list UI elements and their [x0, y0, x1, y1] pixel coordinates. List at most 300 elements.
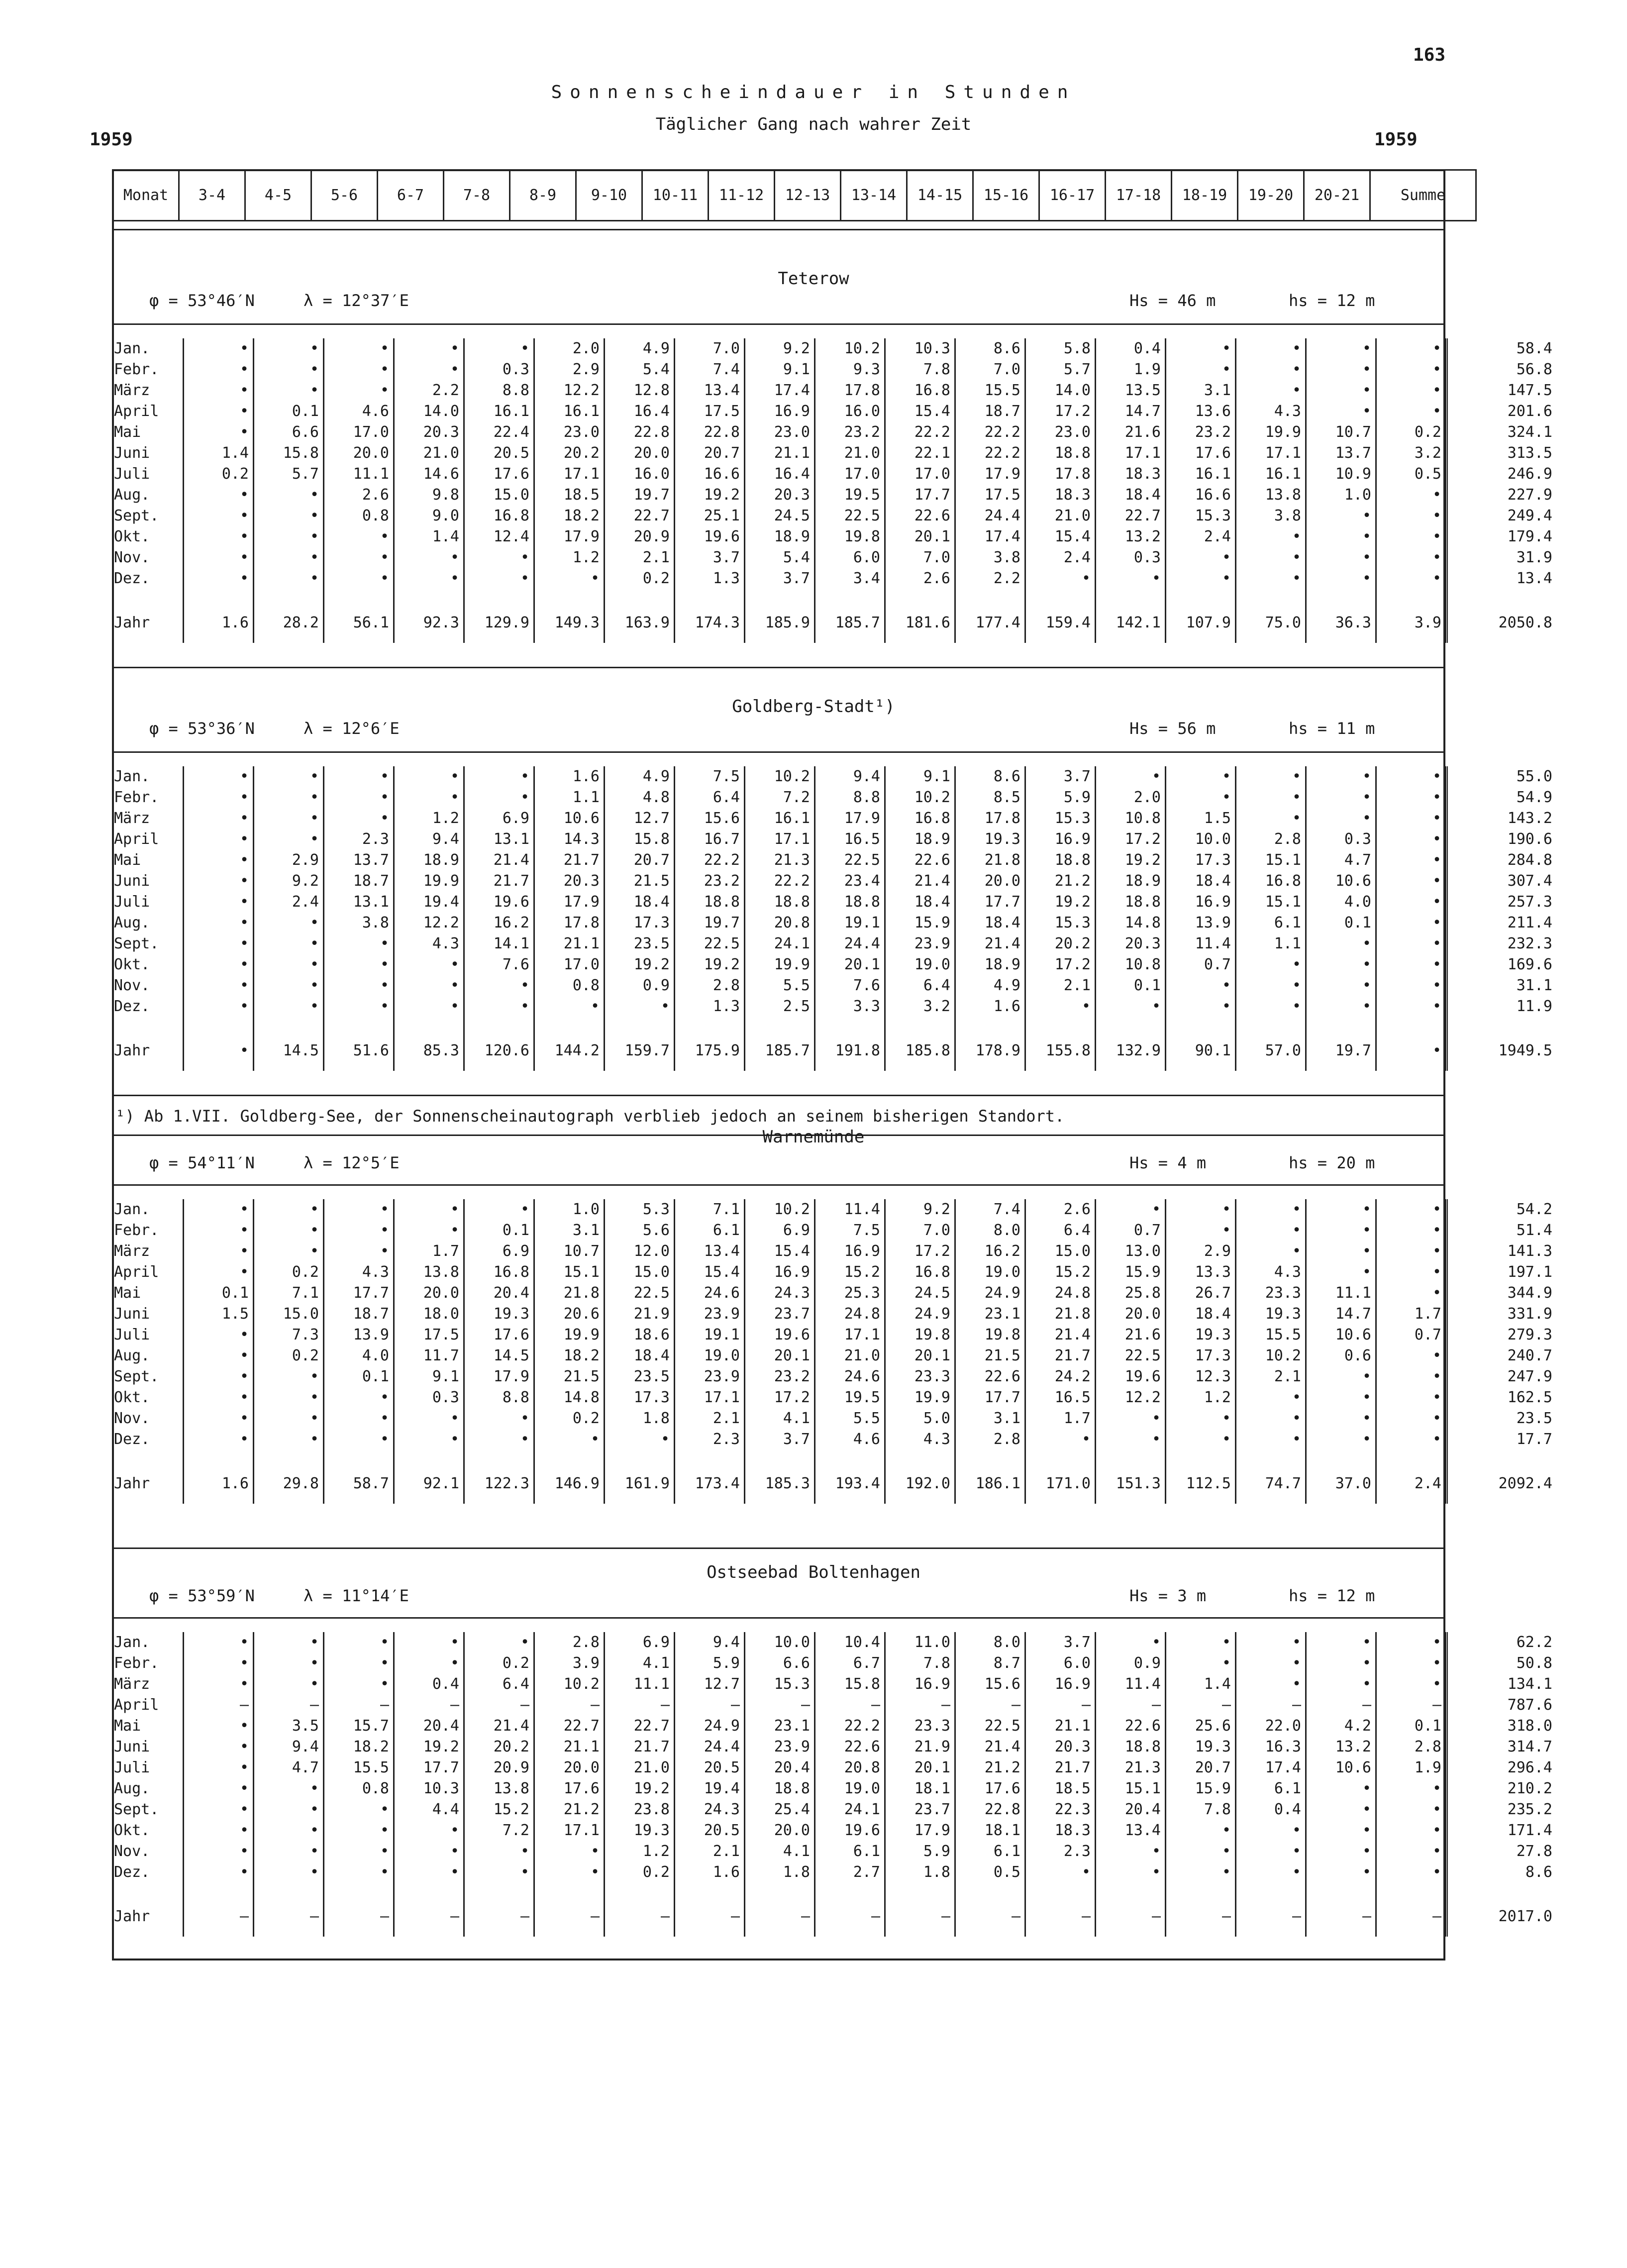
spacer-cell — [1306, 1883, 1376, 1897]
hour-cell: 15.4 — [675, 1262, 745, 1283]
hour-cell: • — [254, 913, 324, 933]
column-header-hour: 7-8 — [444, 170, 510, 221]
hour-cell: 18.4 — [1166, 871, 1236, 892]
hour-cell: • — [464, 1429, 534, 1450]
column-header-hour: 11-12 — [709, 170, 775, 221]
hour-cell: • — [1166, 338, 1236, 359]
hour-cell: • — [1166, 1199, 1236, 1220]
hour-cell: 2.8 — [955, 1429, 1025, 1450]
hour-cell: • — [464, 787, 534, 808]
hour-cell: 159.4 — [1025, 603, 1096, 643]
hour-cell: • — [184, 1841, 254, 1862]
hour-cell: • — [1376, 871, 1447, 892]
spacer-cell — [324, 589, 394, 603]
sum-cell: 169.6 — [1447, 954, 1557, 975]
hour-cell: 19.4 — [675, 1778, 745, 1799]
hour-cell: 0.8 — [324, 1778, 394, 1799]
hour-cell: 0.1 — [324, 1366, 394, 1387]
hour-cell: • — [464, 568, 534, 589]
hour-cell: • — [1166, 568, 1236, 589]
hour-cell: • — [184, 892, 254, 913]
hour-cell: 14.8 — [534, 1387, 605, 1408]
hour-cell: • — [1376, 1674, 1447, 1695]
hour-cell: 17.6 — [464, 464, 534, 485]
hour-cell: — — [464, 1695, 534, 1716]
table-row — [112, 1304, 1556, 1325]
hour-cell: • — [1306, 1841, 1376, 1862]
hour-cell: 57.0 — [1236, 1031, 1306, 1071]
hour-cell: • — [184, 996, 254, 1017]
hour-cell: 8.5 — [955, 787, 1025, 808]
hour-cell: • — [184, 547, 254, 568]
hour-cell: • — [1306, 506, 1376, 526]
hour-cell: • — [184, 829, 254, 850]
hour-cell: 1.1 — [1236, 933, 1306, 954]
hour-cell: 11.1 — [605, 1674, 675, 1695]
hour-cell: 14.7 — [1306, 1304, 1376, 1325]
row-label: Juli — [114, 1326, 150, 1343]
hour-cell: 9.3 — [815, 359, 885, 380]
spacer-cell — [605, 589, 675, 603]
row-label: Mai — [114, 423, 141, 441]
hour-cell: 6.0 — [1025, 1653, 1096, 1674]
row-label: Okt. — [114, 528, 150, 545]
hour-cell: 22.6 — [1096, 1716, 1166, 1737]
table-row — [112, 1841, 1556, 1862]
hour-cell: 28.2 — [254, 603, 324, 643]
hour-cell: 21.5 — [955, 1345, 1025, 1366]
hour-cell: — — [1025, 1695, 1096, 1716]
hour-cell: 2.3 — [675, 1429, 745, 1450]
hour-cell: 1.8 — [605, 1408, 675, 1429]
hour-cell: 18.7 — [324, 1304, 394, 1325]
hour-cell: 2.2 — [394, 380, 464, 401]
hour-cell: 1.6 — [184, 603, 254, 643]
hour-cell: — — [815, 1897, 885, 1937]
hour-cell: • — [394, 1653, 464, 1674]
hour-cell: 21.1 — [534, 1737, 605, 1757]
sum-cell: 240.7 — [1447, 1345, 1557, 1366]
row-label: Jan. — [114, 1634, 150, 1651]
hour-cell: • — [394, 359, 464, 380]
hour-cell: 21.0 — [605, 1757, 675, 1778]
hour-cell: 22.1 — [885, 443, 955, 464]
hour-cell: 23.9 — [675, 1366, 745, 1387]
hour-cell: 21.0 — [1025, 506, 1096, 526]
hour-cell: • — [254, 1199, 324, 1220]
table-row — [112, 1653, 1556, 1674]
row-label: Sept. — [114, 1801, 159, 1818]
hour-cell: 3.9 — [534, 1653, 605, 1674]
hour-cell: 17.7 — [394, 1757, 464, 1778]
hour-cell: 23.8 — [605, 1799, 675, 1820]
hour-cell: 13.9 — [324, 1325, 394, 1345]
spacer-cell — [112, 589, 184, 603]
hour-cell: • — [1376, 975, 1447, 996]
hour-cell: • — [184, 422, 254, 443]
hour-cell: • — [1306, 1429, 1376, 1450]
hour-cell: 20.7 — [605, 850, 675, 871]
hour-cell: 21.4 — [955, 933, 1025, 954]
spacer-cell — [1376, 1017, 1447, 1031]
hour-cell: 3.1 — [955, 1408, 1025, 1429]
hour-cell: 10.3 — [394, 1778, 464, 1799]
hour-cell: • — [1376, 1387, 1447, 1408]
hour-cell: 5.7 — [1025, 359, 1096, 380]
hour-cell: • — [184, 1325, 254, 1345]
hour-cell: 11.4 — [1166, 933, 1236, 954]
table-row — [112, 787, 1556, 808]
hour-cell: 18.5 — [1025, 1778, 1096, 1799]
hour-cell: • — [1376, 808, 1447, 829]
hour-cell: 7.5 — [675, 766, 745, 787]
hour-cell: • — [254, 1429, 324, 1450]
hour-cell: • — [534, 568, 605, 589]
hour-cell: • — [1306, 1262, 1376, 1283]
spacer-cell — [1306, 1017, 1376, 1031]
hour-cell: 16.9 — [885, 1674, 955, 1695]
hour-cell: • — [1376, 850, 1447, 871]
row-label: Juli — [114, 465, 150, 483]
table-row — [112, 1262, 1556, 1283]
hour-cell: 7.1 — [254, 1283, 324, 1304]
hour-cell: 22.6 — [955, 1366, 1025, 1387]
hour-cell: 13.8 — [1236, 485, 1306, 506]
hour-cell: 15.8 — [254, 443, 324, 464]
spacer-cell — [675, 1017, 745, 1031]
spacer-cell — [745, 1883, 815, 1897]
hour-cell: — — [324, 1695, 394, 1716]
hour-cell: 21.7 — [1025, 1757, 1096, 1778]
hour-cell: 0.2 — [605, 1862, 675, 1883]
hour-cell: • — [1236, 1387, 1306, 1408]
spacer-cell — [1376, 589, 1447, 603]
hour-cell: 21.8 — [955, 850, 1025, 871]
sum-cell: 54.9 — [1447, 787, 1557, 808]
hour-cell: 16.9 — [1025, 829, 1096, 850]
spacer-cell — [675, 1883, 745, 1897]
hour-cell: • — [1306, 1778, 1376, 1799]
hour-cell: 22.5 — [815, 850, 885, 871]
spacer-cell — [184, 1017, 254, 1031]
hour-cell: 22.0 — [1236, 1716, 1306, 1737]
hour-cell: 20.3 — [745, 485, 815, 506]
hour-cell: • — [1376, 1778, 1447, 1799]
column-header-hour: 20-21 — [1304, 170, 1370, 221]
hour-cell: 122.3 — [464, 1464, 534, 1504]
hour-cell: 7.0 — [885, 547, 955, 568]
hour-cell: 2.8 — [534, 1632, 605, 1653]
table-row — [112, 1429, 1556, 1450]
hour-cell: 1.6 — [184, 1464, 254, 1504]
hour-cell: 20.4 — [1096, 1799, 1166, 1820]
row-label: Nov. — [114, 549, 150, 566]
hour-cell: 10.7 — [534, 1241, 605, 1262]
hour-cell: • — [254, 1862, 324, 1883]
hour-cell: 6.1 — [955, 1841, 1025, 1862]
hour-cell: 12.2 — [534, 380, 605, 401]
hour-cell: • — [254, 1241, 324, 1262]
hour-cell: 1.2 — [534, 547, 605, 568]
hour-cell: • — [1096, 568, 1166, 589]
hour-cell: 5.9 — [1025, 787, 1096, 808]
hour-cell: 20.0 — [955, 871, 1025, 892]
hour-cell: 2.4 — [1376, 1464, 1447, 1504]
hour-cell: • — [1166, 975, 1236, 996]
hour-cell: 1.3 — [675, 996, 745, 1017]
hour-cell: • — [1025, 1862, 1096, 1883]
hour-cell: • — [184, 380, 254, 401]
hour-cell: 17.2 — [1025, 954, 1096, 975]
hour-cell: 6.9 — [464, 808, 534, 829]
hour-cell: 3.4 — [815, 568, 885, 589]
hour-cell: 5.9 — [675, 1653, 745, 1674]
hour-cell: • — [1236, 808, 1306, 829]
hour-cell: 15.2 — [464, 1799, 534, 1820]
sum-cell: 50.8 — [1447, 1653, 1557, 1674]
hour-cell: 3.7 — [745, 568, 815, 589]
sum-cell: 13.4 — [1447, 568, 1557, 589]
spacer-cell — [1096, 1883, 1166, 1897]
hour-cell: • — [1376, 1841, 1447, 1862]
hour-cell: 22.5 — [675, 933, 745, 954]
row-spacer — [112, 589, 1556, 603]
hour-cell: • — [1166, 1841, 1236, 1862]
hour-cell: 2.4 — [1166, 526, 1236, 547]
hour-cell: 9.8 — [394, 485, 464, 506]
column-header-hour: 6-7 — [378, 170, 444, 221]
hour-cell: 21.1 — [745, 443, 815, 464]
hour-cell: • — [254, 1366, 324, 1387]
hour-cell: • — [1166, 1408, 1236, 1429]
hour-cell: • — [184, 1653, 254, 1674]
hour-cell: 2.8 — [1376, 1737, 1447, 1757]
table-row — [112, 1325, 1556, 1345]
hour-cell: 17.8 — [1025, 464, 1096, 485]
hour-cell: • — [464, 766, 534, 787]
hour-cell: 19.3 — [464, 1304, 534, 1325]
year-total-row — [112, 1897, 1556, 1937]
hour-cell: 92.1 — [394, 1464, 464, 1504]
hour-cell: • — [1236, 547, 1306, 568]
station-sensor-height: hs = 20 m — [1289, 1153, 1375, 1172]
hour-cell: • — [184, 1220, 254, 1241]
sum-cell: 331.9 — [1447, 1304, 1557, 1325]
hour-cell: 8.8 — [464, 380, 534, 401]
hour-cell: 6.4 — [464, 1674, 534, 1695]
hour-cell: 2.1 — [1236, 1366, 1306, 1387]
hour-cell: • — [184, 787, 254, 808]
row-label: Juli — [114, 1759, 150, 1776]
hour-cell: 17.8 — [815, 380, 885, 401]
spacer-cell — [885, 1017, 955, 1031]
hour-cell: 19.6 — [675, 526, 745, 547]
hour-cell: 21.0 — [394, 443, 464, 464]
spacer-cell — [815, 1883, 885, 1897]
hour-cell: — — [254, 1695, 324, 1716]
hour-cell: 0.8 — [534, 975, 605, 996]
hour-cell: 22.8 — [955, 1799, 1025, 1820]
row-label: Nov. — [114, 1410, 150, 1427]
hour-cell: 19.2 — [605, 1778, 675, 1799]
hour-cell: • — [1096, 996, 1166, 1017]
hour-cell: 23.0 — [1025, 422, 1096, 443]
hour-cell: • — [1376, 1632, 1447, 1653]
table-row — [112, 485, 1556, 506]
hour-cell: 20.3 — [1025, 1737, 1096, 1757]
hour-cell: 18.8 — [745, 1778, 815, 1799]
hour-cell: 15.4 — [745, 1241, 815, 1262]
hour-cell: 192.0 — [885, 1464, 955, 1504]
hour-cell: 20.2 — [464, 1737, 534, 1757]
hour-cell: • — [1376, 1241, 1447, 1262]
hour-cell: 10.7 — [1306, 422, 1376, 443]
spacer-cell — [112, 1450, 184, 1464]
hour-cell: 16.6 — [1166, 485, 1236, 506]
hour-cell: • — [324, 975, 394, 996]
hour-cell: 0.1 — [1306, 913, 1376, 933]
sum-cell: 23.5 — [1447, 1408, 1557, 1429]
hour-cell: 9.2 — [745, 338, 815, 359]
hour-cell: 15.2 — [1025, 1262, 1096, 1283]
hour-cell: • — [324, 766, 394, 787]
hour-cell: 4.1 — [605, 1653, 675, 1674]
hour-cell: 11.0 — [885, 1632, 955, 1653]
hour-cell: • — [1306, 1220, 1376, 1241]
hour-cell: 19.9 — [745, 954, 815, 975]
hour-cell: • — [324, 954, 394, 975]
column-header-hour: 19-20 — [1238, 170, 1304, 221]
hour-cell: • — [254, 933, 324, 954]
hour-cell: 1.2 — [1166, 1387, 1236, 1408]
sum-cell: 257.3 — [1447, 892, 1557, 913]
hour-cell: • — [464, 975, 534, 996]
hour-cell: • — [254, 1674, 324, 1695]
spacer-cell — [464, 1017, 534, 1031]
column-header-hour: 17-18 — [1106, 170, 1172, 221]
hour-cell: 21.7 — [605, 1737, 675, 1757]
hour-cell: • — [1376, 1199, 1447, 1220]
hour-cell: — — [534, 1897, 605, 1937]
hour-cell: 9.2 — [885, 1199, 955, 1220]
hour-cell: • — [184, 954, 254, 975]
spacer-cell — [254, 1017, 324, 1031]
hour-cell: 3.2 — [885, 996, 955, 1017]
spacer-cell — [605, 1883, 675, 1897]
year-right: 1959 — [1374, 129, 1418, 150]
station-name: Warnemünde — [762, 1127, 865, 1147]
column-header-hour: 10-11 — [642, 170, 709, 221]
hour-cell: • — [1376, 506, 1447, 526]
hour-cell: • — [605, 996, 675, 1017]
hour-cell: 14.1 — [464, 933, 534, 954]
spacer-cell — [324, 1450, 394, 1464]
year-total-row — [112, 603, 1556, 643]
hour-cell: 19.8 — [955, 1325, 1025, 1345]
hour-cell: • — [254, 954, 324, 975]
station-sensor-height: hs = 12 m — [1289, 1586, 1375, 1605]
hour-cell: 22.5 — [1096, 1345, 1166, 1366]
column-header-sum: Summe — [1370, 170, 1476, 221]
hour-cell: • — [1376, 485, 1447, 506]
station-data-table — [112, 338, 1556, 643]
hour-cell: 16.8 — [464, 1262, 534, 1283]
hour-cell: 22.6 — [885, 506, 955, 526]
hour-cell: 75.0 — [1236, 603, 1306, 643]
sum-cell: 279.3 — [1447, 1325, 1557, 1345]
hour-cell: 21.3 — [745, 850, 815, 871]
table-row — [112, 871, 1556, 892]
hour-cell: 10.2 — [745, 1199, 815, 1220]
hour-cell: 10.2 — [534, 1674, 605, 1695]
hour-cell: 20.1 — [885, 1757, 955, 1778]
hour-cell: 16.8 — [885, 808, 955, 829]
hour-cell: • — [394, 568, 464, 589]
hour-cell: 4.3 — [1236, 401, 1306, 422]
row-spacer — [112, 1883, 1556, 1897]
column-header-hour: 8-9 — [510, 170, 576, 221]
hour-cell: 10.8 — [1096, 808, 1166, 829]
spacer-cell — [254, 589, 324, 603]
hour-cell: 178.9 — [955, 1031, 1025, 1071]
hour-cell: 16.2 — [464, 913, 534, 933]
hour-cell: • — [1236, 1632, 1306, 1653]
sum-cell: 56.8 — [1447, 359, 1557, 380]
hour-cell: 21.8 — [534, 1283, 605, 1304]
hour-cell: • — [394, 787, 464, 808]
hour-cell: 15.7 — [324, 1716, 394, 1737]
table-row — [112, 1674, 1556, 1695]
hour-cell: 19.2 — [675, 954, 745, 975]
spacer-cell — [605, 1450, 675, 1464]
hour-cell: • — [1096, 1632, 1166, 1653]
hour-cell: 17.1 — [1236, 443, 1306, 464]
hour-cell: 20.3 — [534, 871, 605, 892]
hour-cell: 20.4 — [745, 1757, 815, 1778]
hour-cell: 19.9 — [534, 1325, 605, 1345]
table-row — [112, 1387, 1556, 1408]
hour-cell: 107.9 — [1166, 603, 1236, 643]
hour-cell: • — [1306, 1366, 1376, 1387]
hour-cell: 4.3 — [885, 1429, 955, 1450]
hour-cell: 1.4 — [1166, 1674, 1236, 1695]
hour-cell: • — [254, 485, 324, 506]
hour-cell: 18.4 — [605, 892, 675, 913]
hour-cell: • — [394, 1841, 464, 1862]
hour-cell: 0.9 — [605, 975, 675, 996]
hour-cell: 12.0 — [605, 1241, 675, 1262]
table-row — [112, 422, 1556, 443]
hour-cell: 9.4 — [675, 1632, 745, 1653]
hour-cell: • — [394, 975, 464, 996]
hour-cell: • — [1166, 996, 1236, 1017]
hour-cell: 10.6 — [1306, 1757, 1376, 1778]
row-label: Nov. — [114, 1843, 150, 1860]
hour-cell: 7.0 — [885, 1220, 955, 1241]
row-label: Juni — [114, 872, 150, 890]
hour-cell: • — [1236, 1653, 1306, 1674]
hour-cell: • — [324, 1653, 394, 1674]
hour-cell: 24.1 — [815, 1799, 885, 1820]
hour-cell: 10.3 — [885, 338, 955, 359]
hour-cell: 2.1 — [605, 547, 675, 568]
hour-cell: • — [184, 1778, 254, 1799]
hour-cell: • — [1376, 892, 1447, 913]
hour-cell: 1.7 — [1025, 1408, 1096, 1429]
hour-cell: • — [534, 1862, 605, 1883]
hour-cell: 9.4 — [815, 766, 885, 787]
table-row — [112, 1199, 1556, 1220]
